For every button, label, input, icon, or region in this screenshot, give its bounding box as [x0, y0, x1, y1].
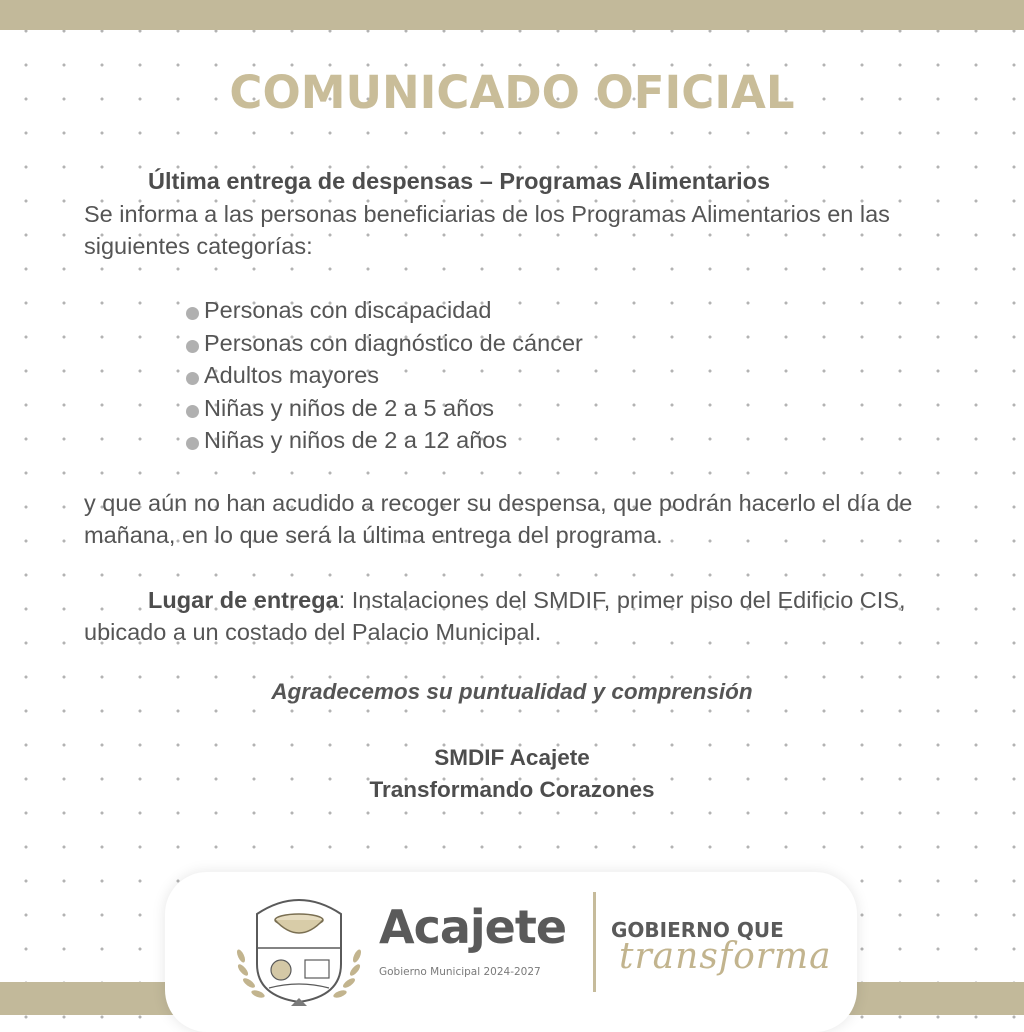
government-period: Gobierno Municipal 2024-2027 [379, 966, 541, 978]
list-item: Niñas y niños de 2 a 12 años [186, 424, 583, 457]
announcement-heading: Última entrega de despensas – Programas Alimentarios [148, 168, 771, 194]
list-item: Personas con discapacidad [186, 294, 583, 327]
location-label: Lugar de entrega [148, 587, 339, 613]
list-item: Niñas y niños de 2 a 5 años [186, 392, 583, 425]
motto-script: transforma [619, 936, 832, 977]
list-item: Adultos mayores [186, 359, 583, 392]
logo-card [165, 872, 857, 1032]
list-item: Personas con diagnóstico de cáncer [186, 327, 583, 360]
logo-divider [593, 892, 596, 992]
signature-slogan: Transformando Corazones [369, 777, 655, 802]
top-band [0, 0, 1024, 30]
bullet-icon [186, 307, 199, 320]
location-text: : Instalaciones del SMDIF, primer piso del Edificio CIS, ubicado a un costado del Palacio Municipal. [84, 587, 906, 645]
municipal-seal-icon [229, 884, 369, 1014]
page-title: COMUNICADO OFICIAL [229, 66, 795, 119]
location-paragraph [84, 584, 964, 648]
intro-paragraph: Se informa a las personas beneficiarias de los Programas Alimentarios en las siguientes categorías: [84, 201, 890, 259]
bullet-icon [186, 437, 199, 450]
bullet-icon [186, 340, 199, 353]
thanks-line: Agradecemos su puntualidad y comprensión [271, 679, 753, 704]
signature-org: SMDIF Acajete [434, 745, 590, 770]
category-list [186, 294, 583, 457]
motto-top: GOBIERNO QUE [611, 918, 784, 942]
municipality-name: Acajete [379, 900, 567, 954]
body-paragraph: y que aún no han acudido a recoger su despensa, que podrán hacerlo el día de mañana, en lo que será la última entrega del programa. [84, 490, 913, 548]
bullet-icon [186, 372, 199, 385]
bullet-icon [186, 405, 199, 418]
